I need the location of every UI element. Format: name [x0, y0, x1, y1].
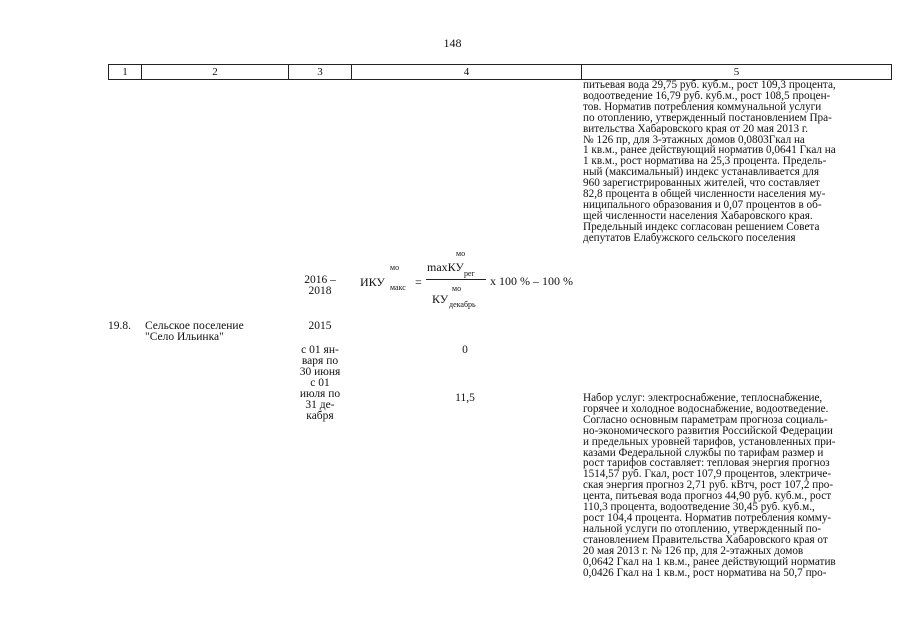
text-line: щей численности населения Хабаровского края.: [583, 210, 813, 222]
formula-num-sup: мо: [456, 249, 466, 258]
text-line: цента, питьевая вода прогноз 44,90 руб. куб.м., рост: [583, 491, 832, 503]
top-description: [583, 80, 879, 244]
text-line: тов. Норматив потребления коммунальной услуги: [583, 101, 822, 113]
text-line: 960 зарегистрированных жителей, что составляет: [583, 178, 820, 190]
fraction-bar: [426, 279, 486, 280]
text-line: ный (максимальный) индекс устанавливается для: [583, 167, 820, 179]
period-second-half: с 01 июля по 31 де- кабря: [299, 377, 341, 422]
text-line: 1514,57 руб. Гкал, рост 107,9 процентов, электриче-: [583, 469, 832, 481]
text-line: по отоплению, утвержденный постановлением Пра-: [583, 112, 832, 124]
header-col-2: 2: [142, 65, 289, 79]
text-line: 1 кв.м., ранее действующий норматив 0,0641 Гкал на: [583, 145, 836, 157]
text-line: но-экономического развития Российской Федерации: [583, 425, 833, 437]
text-line: питьевая вода 29,75 руб. куб.м., рост 109,3 процента,: [583, 80, 836, 91]
formula-denominator: КУ: [432, 292, 449, 306]
table-header-row: [108, 64, 892, 80]
period-first-half: с 01 ян- варя по 30 июня: [299, 344, 341, 378]
bottom-description: [583, 393, 879, 578]
index-value-1: 0: [462, 344, 468, 356]
header-col-3: 3: [289, 65, 352, 79]
text-line: 110,3 процента, водоотведение 30,45 руб. куб.м.,: [583, 502, 815, 513]
text-line: Предельный индекс согласован решением Совета: [583, 221, 820, 233]
header-col-4: 4: [352, 65, 582, 79]
text-line: Набор услуг: электроснабжение, теплоснабжение,: [583, 393, 823, 404]
text-line: ская энергия прогноз 2,71 руб. кВтч, рост 107,2 про-: [583, 480, 834, 492]
formula-lhs-sub: макс: [390, 283, 406, 292]
text-line: горячее и холодное водоснабжение, водоотведение.: [583, 403, 829, 415]
formula-years: 2016 – 2018: [304, 274, 336, 297]
row-year: 2015: [308, 320, 332, 332]
formula-equals: =: [415, 275, 422, 289]
text-line: рост 104,4 процента. Норматив потребления комму-: [583, 512, 832, 524]
text-line: 20 мая 2013 г. № 126 пр, для 2-этажных домов: [583, 545, 804, 557]
text-line: казами Федеральной службы по тарифам размер и: [583, 447, 824, 459]
header-col-1: 1: [109, 65, 142, 79]
index-value-2: 11,5: [455, 392, 475, 404]
header-col-5: 5: [582, 65, 892, 79]
text-line: становлением Правительства Хабаровского края от: [583, 534, 828, 546]
settlement-name: Сельское поселение "Село Ильинка": [145, 320, 244, 343]
text-line: рост тарифов составляет: тепловая энергия прогноз: [583, 458, 830, 470]
text-line: 1 кв.м., рост норматива на 25,3 процента. Предель-: [583, 156, 827, 168]
text-line: 0,0426 Гкал на 1 кв.м., рост норматива на 50,7 про-: [583, 567, 827, 579]
formula-numerator: maxКУ: [427, 260, 464, 274]
text-line: № 126 пр, для 3-этажных домов 0,0803Гкал на: [583, 134, 805, 146]
text-line: и предельных уровней тарифов, установленных при-: [583, 436, 836, 448]
formula-tail: x 100 % – 100 %: [490, 274, 573, 288]
formula-lhs-sup: мо: [390, 263, 400, 272]
row-number: 19.8.: [108, 320, 131, 332]
formula-num-sub: рег: [464, 269, 475, 278]
formula-den-sup: мо: [452, 284, 462, 293]
text-line: вительства Хабаровского края от 20 мая 2013 г.: [583, 123, 809, 135]
formula: [360, 248, 590, 308]
text-line: депутатов Елабужского сельского поселения: [583, 232, 796, 244]
text-line: водоотведение 16,79 руб. куб.м., рост 108,5 процен-: [583, 90, 831, 102]
page-number: 148: [443, 36, 462, 50]
text-line: 0,0642 Гкал на 1 кв.м., ранее действующий норматив: [583, 556, 836, 568]
text-line: нальной услуги по отоплению, утвержденный по-: [583, 523, 822, 535]
text-line: ниципального образования и 0,07 процентов в об-: [583, 199, 822, 211]
formula-lhs: ИКУ: [360, 275, 385, 289]
text-line: Согласно основным параметрам прогноза социаль-: [583, 414, 828, 426]
text-line: 82,8 процента в общей численности населения му-: [583, 189, 826, 200]
formula-den-sub: декабрь: [449, 300, 476, 309]
